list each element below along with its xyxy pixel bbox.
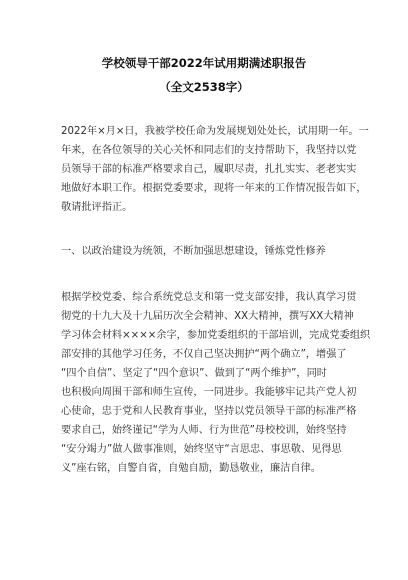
- paragraph-2-line: 根据学校党委、综合系统党总支和第一党支部安排，我认真学习贯: [61, 292, 357, 303]
- paragraph-2-line: “安分竭力”做人做事准则，始终坚守“言思忠、事思敬、见得思: [61, 444, 342, 455]
- paragraph-1-line: 员领导干部的标准严格要求自己，履职尽责，扎扎实实、老老实实: [61, 164, 357, 175]
- paragraph-2-line: 学习体会材料××××余字，参加党委组织的干部培训，完成党委组织: [61, 330, 371, 341]
- paragraph-1-line: 年来，在各位领导的关心关怀和同志们的支持帮助下，我坚持以党: [61, 145, 357, 156]
- paragraph-1-line: 2022年×月×日，我被学校任命为发展规划处处长，试用期一年。一: [61, 126, 369, 137]
- paragraph-2-line: 彻党的十九大及十九届历次全会精神、XX大精神，撰写XX大精神: [61, 311, 354, 322]
- paragraph-1-line: 敬请批评指正。: [61, 202, 133, 213]
- paragraph-2-line: 义”座右铭，自警自省，自勉自励，勤恳敬业，廉洁自律。: [61, 463, 321, 474]
- paragraph-2-line: 也积极向周围干部和师生宣传，一同进步。我能够牢记共产党人初: [61, 387, 357, 398]
- paragraph-2-line: 心使命，忠于党和人民教育事业，坚持以党员领导干部的标准严格: [61, 406, 357, 417]
- paragraph-2-line: 要求自己，始终谨记“学为人师、行为世范”母校校训，始终坚持: [61, 425, 347, 436]
- paragraph-2-line: “四个自信”、坚定了“四个意识”、做到了“两个维护”，同时: [61, 368, 327, 379]
- section-1-heading: 一、以政治建设为统领，不断加强思想建设，锤炼党性修养: [61, 246, 326, 257]
- paragraph-1-line: 地做好本职工作。根据党委要求，现将一年来的工作情况报告如下，: [61, 183, 367, 194]
- paragraph-2-line: 部安排的其他学习任务，不仅自己坚决拥护“两个确立”，增强了: [61, 349, 347, 360]
- document-title: 学校领导干部2022年试用期满述职报告: [101, 56, 307, 70]
- document-subtitle: （全文2538字）: [159, 80, 249, 94]
